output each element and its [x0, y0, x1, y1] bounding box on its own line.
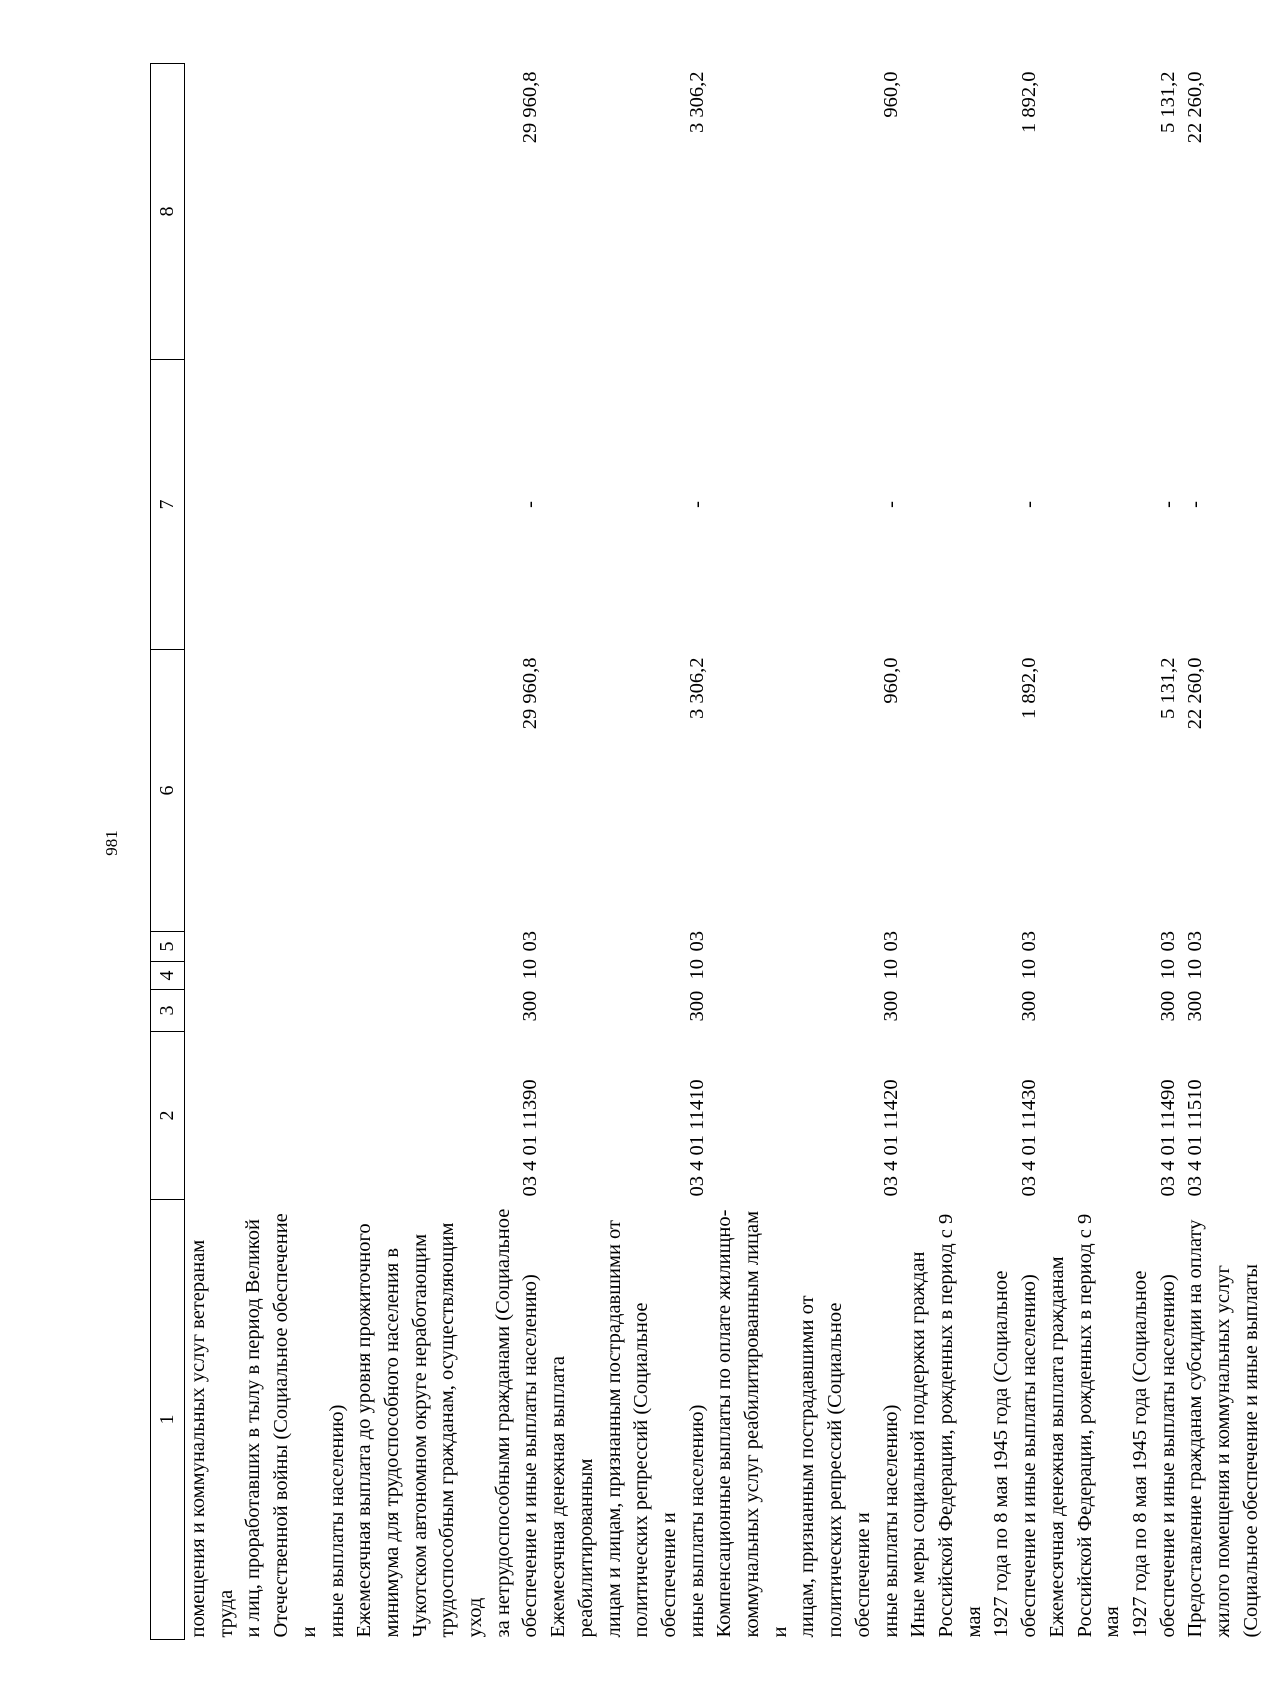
table-row — [1044, 64, 1183, 1640]
row-description — [351, 1200, 545, 1640]
row-kvr — [185, 990, 352, 1032]
description-line: Чукотском автономном округе неработающим — [408, 1233, 431, 1638]
row-kvr: 300 — [519, 990, 542, 1022]
row-code: 03 4 01 11430 — [1018, 1079, 1041, 1197]
row-col7: - — [685, 501, 708, 508]
description-line: 1927 года по 8 мая 1945 года (Социальное — [990, 1270, 1013, 1638]
row-amount: 1 892,0 — [1018, 657, 1041, 719]
row-pr: 03 — [685, 931, 708, 952]
budget-table-page — [150, 64, 1262, 1640]
description-line: минимума для трудоспособного населения в — [380, 1247, 403, 1638]
row-col7: - — [1184, 501, 1207, 508]
description-line: политических репрессий (Социальное обеспечение и — [824, 1302, 874, 1638]
description-line: Отечественной войны (Социальное обеспечение и — [270, 1213, 320, 1638]
description-line: иные выплаты населению) — [325, 1404, 348, 1638]
row-kvr: 300 — [1184, 990, 1207, 1022]
description-line: обеспечение и иные выплаты населению) — [1156, 1274, 1179, 1638]
row-description — [545, 1200, 711, 1640]
page-number: 981 — [102, 830, 121, 856]
row-pr: 03 — [1018, 931, 1041, 952]
description-line: Российской Федерации, рожденных в период с 9 мая — [934, 1213, 985, 1638]
description-line: политических репрессий (Социальное обеспечение и — [630, 1302, 680, 1638]
row-total — [185, 64, 352, 360]
row-amount: 29 960,8 — [519, 657, 542, 730]
header-row — [151, 64, 185, 1640]
row-description — [905, 1200, 1044, 1640]
row-col7: - — [1156, 501, 1179, 508]
row-total: 960,0 — [879, 71, 902, 118]
row-amount: 22 260,0 — [1184, 657, 1207, 730]
row-kvr: 300 — [879, 990, 902, 1022]
description-line: обеспечение и иные выплаты населению) — [1018, 1274, 1041, 1638]
table-row — [351, 64, 545, 1640]
row-code — [185, 1032, 352, 1200]
header-col-3: 3 — [151, 990, 185, 1032]
row-pr: 03 — [1184, 931, 1207, 952]
budget-table — [150, 63, 1265, 1640]
description-line: коммунальных услуг реабилитированным лицам и — [741, 1210, 791, 1638]
row-total: 5 131,2 — [1156, 71, 1179, 133]
description-line: лицам и лицам, признанным пострадавшими от — [602, 1220, 625, 1638]
row-amount: 5 131,2 — [1156, 657, 1179, 719]
row-total: 1 892,0 — [1018, 71, 1041, 133]
row-col7: - — [1018, 501, 1041, 508]
row-rz: 10 — [1018, 959, 1041, 980]
row-total: 22 260,0 — [1184, 71, 1207, 144]
description-line: иные выплаты населению) — [685, 1404, 708, 1638]
row-code: 03 4 01 11420 — [879, 1079, 902, 1197]
row-rz: 10 — [879, 959, 902, 980]
table-row — [185, 64, 352, 1640]
row-pr: 03 — [519, 931, 542, 952]
table-row — [545, 64, 711, 1640]
row-col7: - — [519, 501, 542, 508]
row-total: 29 960,8 — [519, 71, 542, 144]
description-line: 1927 года по 8 мая 1945 года (Социальное — [1128, 1270, 1151, 1638]
row-amount — [185, 650, 352, 932]
row-rz: 10 — [685, 959, 708, 980]
row-amount: 960,0 — [879, 657, 902, 704]
description-line: Компенсационные выплаты по оплате жилищно- — [713, 1209, 736, 1638]
row-pr: 03 — [879, 931, 902, 952]
row-col7 — [185, 360, 352, 650]
description-line: Российской Федерации, рожденных в период с 9 мая — [1073, 1213, 1124, 1638]
row-code: 03 4 01 11510 — [1184, 1079, 1207, 1197]
description-line: Ежемесячная денежная выплата реабилитированным — [547, 1356, 597, 1638]
row-rz — [185, 962, 352, 990]
row-kvr: 300 — [1156, 990, 1179, 1022]
description-line: жилого помещения и коммунальных услуг — [1212, 1265, 1235, 1638]
row-rz: 10 — [519, 959, 542, 980]
description-line: помещения и коммунальных услуг ветеранам труда — [187, 1239, 237, 1638]
description-line: обеспечение и иные выплаты населению) — [519, 1274, 542, 1638]
description-line: трудоспособным гражданам, осуществляющим уход — [436, 1222, 487, 1638]
header-col-1: 1 — [151, 1200, 185, 1640]
row-description — [185, 1200, 352, 1640]
row-kvr: 300 — [1018, 990, 1041, 1022]
row-kvr: 300 — [685, 990, 708, 1022]
row-code: 03 4 01 11390 — [519, 1079, 542, 1197]
header-col-2: 2 — [151, 1032, 185, 1200]
header-col-4: 4 — [151, 962, 185, 990]
table-row — [1182, 64, 1265, 1640]
row-code: 03 4 01 11490 — [1156, 1079, 1179, 1197]
row-pr — [185, 932, 352, 962]
description-line: Ежемесячная денежная выплата гражданам — [1045, 1256, 1068, 1638]
row-total: 3 306,2 — [685, 71, 708, 133]
description-line: и лиц, проработавших в тылу в период Великой — [242, 1219, 265, 1638]
header-col-5: 5 — [151, 932, 185, 962]
row-description — [711, 1200, 905, 1640]
row-code: 03 4 01 11410 — [685, 1079, 708, 1197]
row-amount: 3 306,2 — [685, 657, 708, 719]
row-description — [1182, 1200, 1265, 1640]
header-col-6: 6 — [151, 650, 185, 932]
description-line: Предоставление гражданам субсидии на оплату — [1184, 1219, 1207, 1638]
row-rz: 10 — [1184, 959, 1207, 980]
description-line: Иные меры социальной поддержки граждан — [907, 1251, 930, 1638]
header-col-8: 8 — [151, 64, 185, 360]
row-description — [1044, 1200, 1183, 1640]
description-line: за нетрудоспособными гражданами (Социальное — [491, 1208, 514, 1638]
description-line: иные выплаты населению) — [879, 1404, 902, 1638]
header-col-7: 7 — [151, 360, 185, 650]
table-row — [711, 64, 905, 1640]
row-rz: 10 — [1156, 959, 1179, 980]
description-line: (Социальное обеспечение и иные выплаты — [1239, 1264, 1262, 1638]
row-col7: - — [879, 501, 902, 508]
row-pr: 03 — [1156, 931, 1179, 952]
description-line: Ежемесячная выплата до уровня прожиточного — [353, 1223, 376, 1638]
table-row — [905, 64, 1044, 1640]
description-line: лицам, признанным пострадавшими от — [796, 1295, 819, 1638]
